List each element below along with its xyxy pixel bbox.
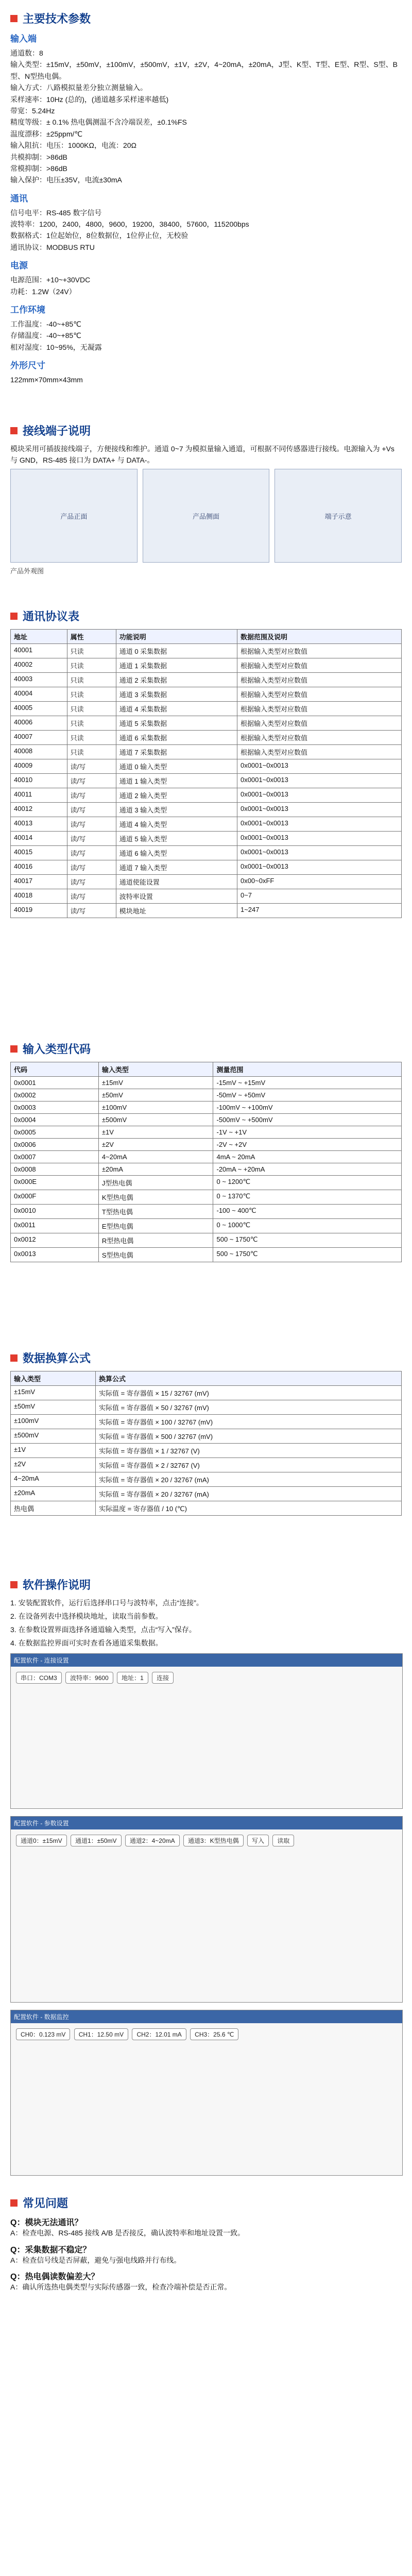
table-cell: 40004 <box>11 687 67 702</box>
table-cell: 40006 <box>11 716 67 731</box>
table-cell: 0x0002 <box>11 1089 99 1101</box>
table-cell: 只读 <box>67 658 116 673</box>
serial-port-select[interactable]: 串口：COM3 <box>16 1672 62 1684</box>
table-cell: 40013 <box>11 817 67 832</box>
table-cell: 只读 <box>67 716 116 731</box>
table-cell: 读/写 <box>67 788 116 803</box>
formula-row <box>11 1429 402 1444</box>
table-cell: 波特率设置 <box>116 889 237 904</box>
formula-body <box>11 1386 402 1516</box>
table-cell: 通道 7 采集数据 <box>116 745 237 759</box>
table-cell: 40005 <box>11 702 67 716</box>
table-cell: 通道 3 输入类型 <box>116 803 237 817</box>
table-cell: ±50mV <box>11 1400 96 1415</box>
formula-row <box>11 1501 402 1516</box>
register-row <box>11 860 402 875</box>
window-titlebar: 配置软件 - 参数设置 <box>11 1817 402 1829</box>
param-line: 常模抑制：>86dB <box>10 164 67 173</box>
col-header: 功能说明 <box>116 630 237 644</box>
product-image-front: 产品正面 <box>10 469 138 563</box>
main-params-section <box>10 10 402 386</box>
type-row <box>11 1077 402 1089</box>
input-subtitle: 输入端 <box>10 34 37 44</box>
table-cell: 根据输入类型对应数值 <box>237 702 401 716</box>
table-cell: 通道 1 输入类型 <box>116 774 237 788</box>
type-row <box>11 1151 402 1163</box>
table-cell: 0x0001~0x0013 <box>237 860 401 875</box>
table-cell: 实际值 = 寄存器值 × 20 / 32767 (mA) <box>95 1472 401 1487</box>
comm-line: 信号电平：RS-485 数字信号 <box>10 208 102 217</box>
types-table <box>10 1062 402 1262</box>
col-header: 输入类型 <box>11 1371 96 1386</box>
register-row <box>11 774 402 788</box>
table-cell: 热电偶 <box>11 1501 96 1516</box>
table-cell: ±50mV <box>98 1089 213 1101</box>
table-cell: 40017 <box>11 875 67 889</box>
table-cell: 根据输入类型对应数值 <box>237 644 401 658</box>
table-cell: 0x0001~0x0013 <box>237 846 401 860</box>
register-row <box>11 658 402 673</box>
table-cell: 通道 2 采集数据 <box>116 673 237 687</box>
table-cell: 0x0001~0x0013 <box>237 817 401 832</box>
env-line: 工作温度：-40~+85℃ <box>10 320 81 329</box>
register-body <box>11 644 402 918</box>
table-cell: 0x0010 <box>11 1205 99 1219</box>
comm-subtitle: 通讯 <box>10 193 28 204</box>
register-row <box>11 745 402 759</box>
faq-question: Q：模块无法通讯？ <box>10 2218 83 2227</box>
faq-title: 常见问题 <box>10 2195 402 2211</box>
table-cell: 0~7 <box>237 889 401 904</box>
table-cell: ±1V <box>98 1126 213 1139</box>
formula-row <box>11 1458 402 1472</box>
table-cell: 实际值 = 寄存器值 × 2 / 32767 (V) <box>95 1458 401 1472</box>
register-row <box>11 832 402 846</box>
table-cell: 实际值 = 寄存器值 × 15 / 32767 (mV) <box>95 1386 401 1400</box>
table-cell: 只读 <box>67 687 116 702</box>
table-cell: 实际值 = 寄存器值 × 500 / 32767 (mV) <box>95 1429 401 1444</box>
param-line: 带宽：5.24Hz <box>10 106 55 115</box>
table-cell: 500 ~ 1750℃ <box>213 1248 402 1262</box>
table-cell: 通道 4 采集数据 <box>116 702 237 716</box>
table-cell: 4mA ~ 20mA <box>213 1151 402 1163</box>
table-cell: 通道 0 输入类型 <box>116 759 237 774</box>
table-cell: 40008 <box>11 745 67 759</box>
comm-line: 通讯协议：MODBUS RTU <box>10 243 95 251</box>
table-cell: 0x000E <box>11 1176 99 1190</box>
register-row <box>11 889 402 904</box>
software-step: 1. 安装配置软件，运行后选择串口号与波特率，点击“连接”。 <box>10 1599 203 1607</box>
channel-type-select[interactable]: 通道2：4~20mA <box>125 1835 180 1846</box>
table-cell: ±20mA <box>11 1487 96 1501</box>
types-title: 输入类型代码 <box>10 1041 402 1057</box>
table-cell: 500 ~ 1750℃ <box>213 1233 402 1248</box>
table-cell: 通道 6 采集数据 <box>116 731 237 745</box>
table-cell: 根据输入类型对应数值 <box>237 716 401 731</box>
product-image-side: 产品侧面 <box>143 469 270 563</box>
env-subtitle: 工作环境 <box>10 305 45 315</box>
table-cell: ±2V <box>98 1139 213 1151</box>
col-header: 数据范围及说明 <box>237 630 401 644</box>
table-cell: 只读 <box>67 731 116 745</box>
table-cell: 模块地址 <box>116 904 237 918</box>
table-cell: 40019 <box>11 904 67 918</box>
table-cell: 读/写 <box>67 846 116 860</box>
table-cell: 0x00~0xFF <box>237 875 401 889</box>
formula-row <box>11 1444 402 1458</box>
table-cell: 读/写 <box>67 803 116 817</box>
table-cell: 通道 5 输入类型 <box>116 832 237 846</box>
size-line: 122mm×70mm×43mm <box>10 376 83 384</box>
wiring-section <box>10 422 402 575</box>
section-bullet-icon <box>10 2199 18 2207</box>
table-cell: -20mA ~ +20mA <box>213 1163 402 1176</box>
table-cell: J型热电偶 <box>98 1176 213 1190</box>
table-cell: 0x0005 <box>11 1126 99 1139</box>
register-table <box>10 629 402 918</box>
table-cell: 读/写 <box>67 817 116 832</box>
types-body <box>11 1077 402 1262</box>
table-cell: 读/写 <box>67 860 116 875</box>
table-cell: ±20mA <box>98 1163 213 1176</box>
register-row <box>11 904 402 918</box>
table-cell: ±500mV <box>11 1429 96 1444</box>
type-row <box>11 1248 402 1262</box>
table-cell: 40014 <box>11 832 67 846</box>
section-bullet-icon <box>10 1354 18 1362</box>
table-cell: 0x0008 <box>11 1163 99 1176</box>
table-cell: 40012 <box>11 803 67 817</box>
register-row <box>11 731 402 745</box>
register-row <box>11 687 402 702</box>
table-cell: 通道使能设置 <box>116 875 237 889</box>
channel-value: CH1：12.50 mV <box>74 2028 128 2040</box>
param-line: 输入方式：八路模拟量差分独立测量输入。 <box>10 83 147 92</box>
faq-question: Q：采集数据不稳定？ <box>10 2245 91 2255</box>
table-cell: 读/写 <box>67 832 116 846</box>
table-cell: 只读 <box>67 644 116 658</box>
type-row <box>11 1126 402 1139</box>
register-header-row <box>11 630 402 644</box>
register-section <box>10 608 402 918</box>
wiring-caption: 产品外观图 <box>10 567 44 575</box>
register-row <box>11 644 402 658</box>
table-cell: 40011 <box>11 788 67 803</box>
section-bullet-icon <box>10 427 18 434</box>
table-cell: 通道 0 采集数据 <box>116 644 237 658</box>
faq-section <box>10 2195 402 2296</box>
table-cell: 读/写 <box>67 875 116 889</box>
register-row <box>11 846 402 860</box>
env-line: 相对湿度：10~95%，无凝露 <box>10 343 102 351</box>
formula-row <box>11 1400 402 1415</box>
channel-value: CH2：12.01 mA <box>132 2028 186 2040</box>
type-row <box>11 1101 402 1114</box>
type-row <box>11 1219 402 1233</box>
faq-answer: A：检查电源、RS-485 接线 A/B 是否接反，确认波特率和地址设置一致。 <box>10 2229 245 2237</box>
table-cell: 实际值 = 寄存器值 × 50 / 32767 (mV) <box>95 1400 401 1415</box>
terminal-diagram: 端子示意 <box>274 469 402 563</box>
param-line: 通道数：8 <box>10 49 43 57</box>
table-cell: 40001 <box>11 644 67 658</box>
types-section <box>10 1041 402 1262</box>
col-header: 换算公式 <box>95 1371 401 1386</box>
param-line: 输入阻抗：电压：1000KΩ，电流：20Ω <box>10 141 136 150</box>
type-row <box>11 1205 402 1219</box>
channel-type-select[interactable]: 通道3：K型热电偶 <box>183 1835 244 1846</box>
table-cell: ±500mV <box>98 1114 213 1126</box>
table-cell: 根据输入类型对应数值 <box>237 731 401 745</box>
type-row <box>11 1114 402 1126</box>
table-cell: 通道 7 输入类型 <box>116 860 237 875</box>
table-cell: 通道 2 输入类型 <box>116 788 237 803</box>
table-cell: 通道 6 输入类型 <box>116 846 237 860</box>
table-cell: ±100mV <box>11 1415 96 1429</box>
table-cell: -15mV ~ +15mV <box>213 1077 402 1089</box>
type-row <box>11 1089 402 1101</box>
table-cell: -50mV ~ +50mV <box>213 1089 402 1101</box>
table-cell: 0x0001~0x0013 <box>237 774 401 788</box>
type-row <box>11 1163 402 1176</box>
software-steps <box>10 1598 402 1648</box>
register-row <box>11 788 402 803</box>
table-cell: 1~247 <box>237 904 401 918</box>
software-step: 3. 在参数设置界面选择各通道输入类型，点击“写入”保存。 <box>10 1625 196 1634</box>
product-image-row <box>10 469 402 563</box>
table-cell: 0 ~ 1370℃ <box>213 1190 402 1205</box>
table-cell: 0x0011 <box>11 1219 99 1233</box>
write-button[interactable]: 写入 <box>247 1835 269 1846</box>
table-cell: 0x0004 <box>11 1114 99 1126</box>
table-cell: 40015 <box>11 846 67 860</box>
register-row <box>11 817 402 832</box>
table-cell: S型热电偶 <box>98 1248 213 1262</box>
software-step: 4. 在数据监控界面可实时查看各通道采集数据。 <box>10 1639 163 1647</box>
table-cell: 只读 <box>67 673 116 687</box>
table-cell: 0x0007 <box>11 1151 99 1163</box>
window-titlebar: 配置软件 - 数据监控 <box>11 2010 402 2023</box>
table-cell: 只读 <box>67 702 116 716</box>
table-cell: E型热电偶 <box>98 1219 213 1233</box>
env-line: 存储温度：-40~+85℃ <box>10 331 81 340</box>
table-cell: K型热电偶 <box>98 1190 213 1205</box>
table-cell: -2V ~ +2V <box>213 1139 402 1151</box>
type-row <box>11 1233 402 1248</box>
table-cell: ±15mV <box>98 1077 213 1089</box>
window-body <box>11 1667 402 1689</box>
table-cell: ±2V <box>11 1458 96 1472</box>
table-cell: 根据输入类型对应数值 <box>237 745 401 759</box>
table-cell: 0x000F <box>11 1190 99 1205</box>
table-cell: 0x0001~0x0013 <box>237 788 401 803</box>
power-line: 功耗：1.2W（24V） <box>10 287 76 296</box>
table-cell: T型热电偶 <box>98 1205 213 1219</box>
formula-header-row <box>11 1371 402 1386</box>
table-cell: -100mV ~ +100mV <box>213 1101 402 1114</box>
type-row <box>11 1139 402 1151</box>
table-cell: 0x0001~0x0013 <box>237 832 401 846</box>
table-cell: 实际值 = 寄存器值 × 20 / 32767 (mA) <box>95 1487 401 1501</box>
param-line: 精度等级：± 0.1% 热电偶测温不含冷端误差，±0.1%FS <box>10 118 187 127</box>
table-cell: 通道 5 采集数据 <box>116 716 237 731</box>
software-screenshot-params <box>10 1816 403 2003</box>
table-cell: 读/写 <box>67 759 116 774</box>
wiring-para: 模块采用可插拔接线端子，方便接线和维护。通道 0~7 为模拟量输入通道，可根据不同传感器进行接线。电源输入为 +Vs 与 GND，RS-485 接口为 DATA+ 与 DATA-。 <box>10 445 394 464</box>
channel-type-select[interactable]: 通道0：±15mV <box>16 1835 67 1846</box>
table-cell: 实际值 = 寄存器值 × 1 / 32767 (V) <box>95 1444 401 1458</box>
comm-line: 波特率：1200，2400，4800，9600，19200，38400，57600，115200bps <box>10 220 249 229</box>
table-cell: 0x0006 <box>11 1139 99 1151</box>
table-cell: 0x0003 <box>11 1101 99 1114</box>
section-bullet-icon <box>10 1581 18 1588</box>
faq-answer: A：确认所选热电偶类型与实际传感器一致，检查冷端补偿是否正常。 <box>10 2283 232 2292</box>
register-title: 通讯协议表 <box>10 608 402 624</box>
power-subtitle: 电源 <box>10 261 28 271</box>
table-cell: 读/写 <box>67 904 116 918</box>
table-cell: 40009 <box>11 759 67 774</box>
size-subtitle: 外形尺寸 <box>10 361 45 371</box>
table-cell: 根据输入类型对应数值 <box>237 673 401 687</box>
register-row <box>11 702 402 716</box>
table-cell: 只读 <box>67 745 116 759</box>
table-cell: ±15mV <box>11 1386 96 1400</box>
table-cell: 实际温度 = 寄存器值 / 10 (℃) <box>95 1501 401 1516</box>
table-cell: 40007 <box>11 731 67 745</box>
faq-answer: A：检查信号线是否屏蔽，避免与强电线路并行布线。 <box>10 2256 181 2264</box>
type-row <box>11 1176 402 1190</box>
col-header: 测量范围 <box>213 1062 402 1077</box>
software-step: 2. 在设备列表中选择模块地址，读取当前参数。 <box>10 1612 163 1620</box>
param-line: 输入类型：±15mV，±50mV，±100mV，±500mV，±1V，±2V，4~20mA，±20mA，J型、K型、T型、E型、R型、S型、B型、N型热电偶。 <box>10 60 398 80</box>
section-bullet-icon <box>10 1045 18 1053</box>
table-cell: -500mV ~ +500mV <box>213 1114 402 1126</box>
table-cell: 0x0001 <box>11 1077 99 1089</box>
formula-row <box>11 1472 402 1487</box>
table-cell: 根据输入类型对应数值 <box>237 687 401 702</box>
table-cell: 0 ~ 1200℃ <box>213 1176 402 1190</box>
register-row <box>11 716 402 731</box>
table-cell: 读/写 <box>67 774 116 788</box>
formula-title: 数据换算公式 <box>10 1350 402 1366</box>
table-cell: 40003 <box>11 673 67 687</box>
formula-section <box>10 1350 402 1516</box>
table-cell: -100 ~ 400℃ <box>213 1205 402 1219</box>
table-cell: 实际值 = 寄存器值 × 100 / 32767 (mV) <box>95 1415 401 1429</box>
baud-rate-select[interactable]: 波特率：9600 <box>65 1672 113 1684</box>
table-cell: 通道 1 采集数据 <box>116 658 237 673</box>
formula-row <box>11 1386 402 1400</box>
param-line: 采样速率：10Hz (总的)，(通道越多采样速率越低) <box>10 95 169 104</box>
wiring-title: 接线端子说明 <box>10 422 402 438</box>
table-cell: ±100mV <box>98 1101 213 1114</box>
table-cell: 0x0013 <box>11 1248 99 1262</box>
table-cell: 4~20mA <box>98 1151 213 1163</box>
table-cell: 根据输入类型对应数值 <box>237 658 401 673</box>
col-header: 地址 <box>11 630 67 644</box>
types-header-row <box>11 1062 402 1077</box>
software-title: 软件操作说明 <box>10 1577 402 1592</box>
type-row <box>11 1190 402 1205</box>
table-cell: ±1V <box>11 1444 96 1458</box>
register-row <box>11 673 402 687</box>
col-header: 输入类型 <box>98 1062 213 1077</box>
table-cell: 0 ~ 1000℃ <box>213 1219 402 1233</box>
channel-value: CH3：25.6 ℃ <box>190 2028 238 2040</box>
table-cell: 0x0001~0x0013 <box>237 759 401 774</box>
software-screenshot-monitor <box>10 2010 403 2176</box>
connect-button[interactable]: 连接 <box>152 1672 174 1684</box>
formula-table <box>10 1371 402 1516</box>
channel-value: CH0：0.123 mV <box>16 2028 70 2040</box>
param-line: 输入保护：电压±35V，电流±30mA <box>10 176 122 184</box>
faq-question: Q：热电偶读数偏差大？ <box>10 2273 99 2282</box>
table-cell: 40016 <box>11 860 67 875</box>
software-section <box>10 1577 402 2176</box>
register-row <box>11 875 402 889</box>
table-cell: 通道 3 采集数据 <box>116 687 237 702</box>
col-header: 代码 <box>11 1062 99 1077</box>
window-body <box>11 1829 402 1852</box>
table-cell: 0x0001~0x0013 <box>237 803 401 817</box>
table-cell: 4~20mA <box>11 1472 96 1487</box>
param-line: 温度漂移：±25ppm/℃ <box>10 129 83 138</box>
formula-row <box>11 1487 402 1501</box>
comm-line: 数据格式：1位起始位，8位数据位，1位停止位，无校验 <box>10 231 188 240</box>
table-cell: 通道 4 输入类型 <box>116 817 237 832</box>
window-titlebar: 配置软件 - 连接设置 <box>11 1654 402 1667</box>
main-params-title: 主要技术参数 <box>10 10 402 26</box>
table-cell: 40002 <box>11 658 67 673</box>
table-cell: 40018 <box>11 889 67 904</box>
formula-row <box>11 1415 402 1429</box>
read-button[interactable]: 读取 <box>272 1835 294 1846</box>
channel-type-select[interactable]: 通道1：±50mV <box>71 1835 122 1846</box>
register-row <box>11 759 402 774</box>
section-bullet-icon <box>10 15 18 22</box>
address-field[interactable]: 地址：1 <box>117 1672 148 1684</box>
col-header: 属性 <box>67 630 116 644</box>
table-cell: R型热电偶 <box>98 1233 213 1248</box>
power-line: 电源范围：+10~+30VDC <box>10 276 91 284</box>
window-body <box>11 2023 402 2045</box>
table-cell: -1V ~ +1V <box>213 1126 402 1139</box>
software-screenshot-connect <box>10 1653 403 1809</box>
table-cell: 0x0012 <box>11 1233 99 1248</box>
table-cell: 40010 <box>11 774 67 788</box>
param-line: 共模抑制：>86dB <box>10 152 67 161</box>
register-row <box>11 803 402 817</box>
table-cell: 读/写 <box>67 889 116 904</box>
section-bullet-icon <box>10 613 18 620</box>
